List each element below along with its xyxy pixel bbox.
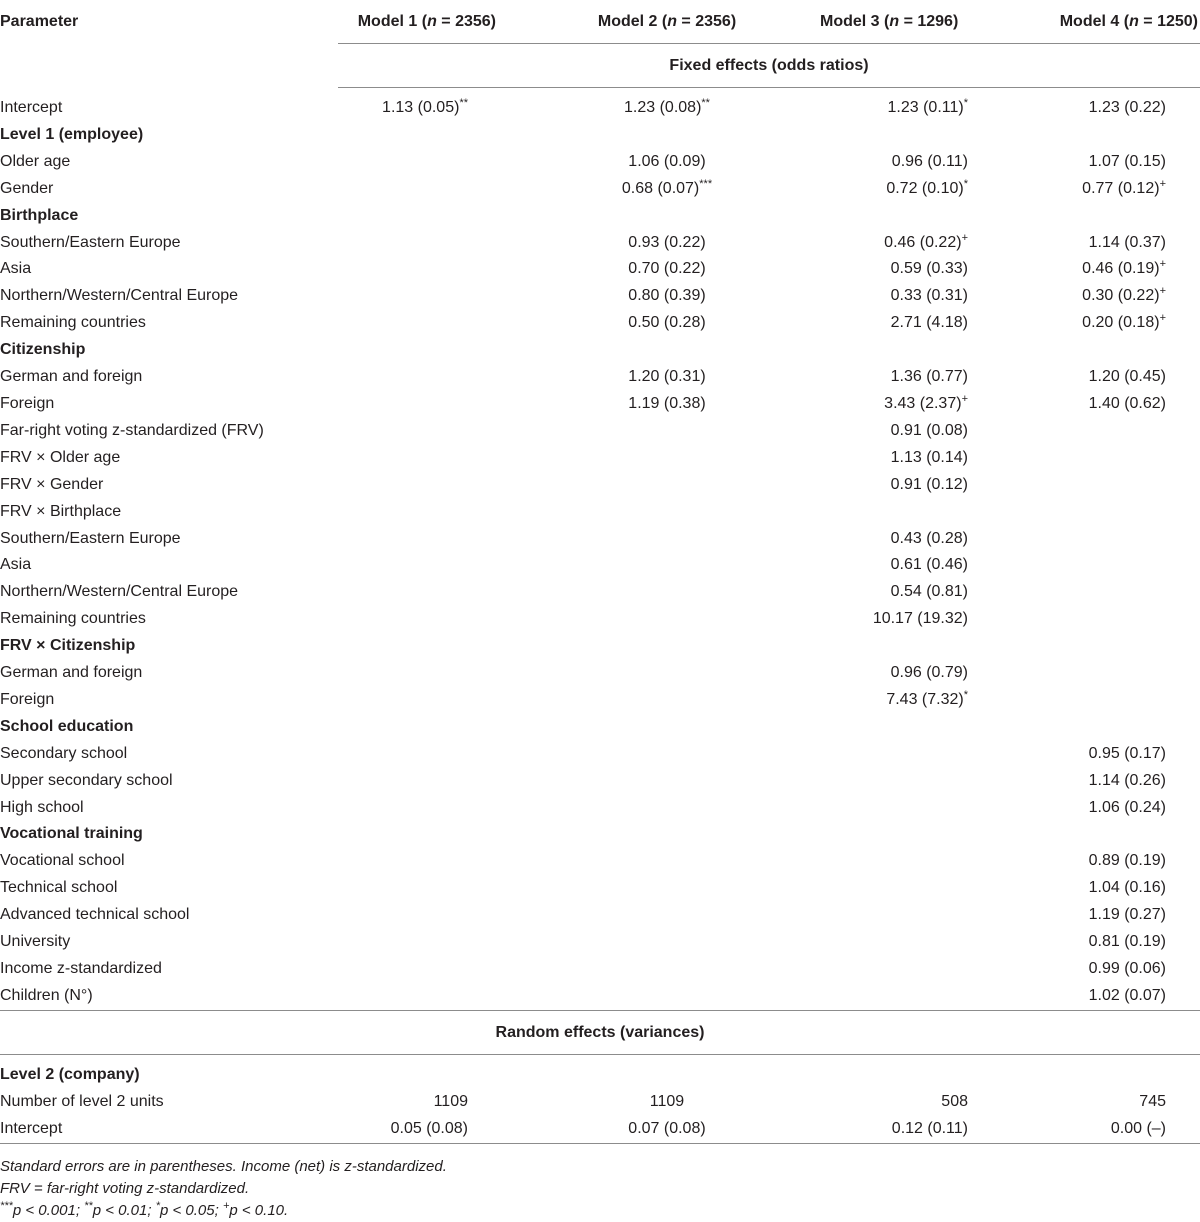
model-3-header: Model 3 (n = 1296) xyxy=(820,13,959,30)
row-label: Foreign xyxy=(0,394,55,412)
model-2-value xyxy=(508,606,808,633)
model-4-value: 0.20 (0.18)+ xyxy=(1082,312,1166,332)
model-3-value: 0.12 (0.11) xyxy=(808,1116,978,1143)
fixed-effect-row xyxy=(0,714,1200,741)
model-2-value: 0.50 (0.28) xyxy=(628,314,706,332)
fixed-effects-body xyxy=(0,88,1200,1011)
fixed-effect-row xyxy=(0,983,1200,1010)
model-2-value xyxy=(508,526,808,553)
model-4-value: 0.99 (0.06) xyxy=(1088,960,1166,977)
model-3-value xyxy=(808,768,978,795)
model-1-value xyxy=(338,499,508,526)
row-label: Technical school xyxy=(0,879,118,897)
model-3-value xyxy=(808,337,978,364)
model-4-value xyxy=(978,337,1200,364)
fixed-effects-section-row xyxy=(0,44,1200,88)
model-4-value: 1.02 (0.07) xyxy=(1088,986,1166,1004)
row-label: FRV × Birthplace xyxy=(0,502,122,520)
model-3-value xyxy=(808,633,978,660)
model-2-value: 0.07 (0.08) xyxy=(508,1116,808,1143)
table-notes xyxy=(0,1156,447,1222)
model-1-value xyxy=(338,983,508,1010)
model-2-value xyxy=(508,499,808,526)
model-3-value: 0.54 (0.81) xyxy=(890,583,968,601)
fixed-effect-row xyxy=(0,472,1200,499)
row-label: Intercept xyxy=(0,98,63,116)
model-1-value xyxy=(338,149,508,176)
fixed-effect-row xyxy=(0,606,1200,633)
fixed-effect-row xyxy=(0,310,1200,337)
row-label: Vocational school xyxy=(0,852,125,870)
model-2-value xyxy=(508,687,808,714)
model-1-value: 0.05 (0.08) xyxy=(338,1116,508,1143)
fixed-effect-row xyxy=(0,687,1200,714)
fixed-effect-row xyxy=(0,929,1200,956)
model-1-value xyxy=(338,283,508,310)
fixed-effect-row xyxy=(0,283,1200,310)
model-4-value: 0.46 (0.19)+ xyxy=(1082,258,1166,278)
model-1-value xyxy=(338,660,508,687)
table-header-row xyxy=(0,0,1200,44)
row-label: Northern/Western/Central Europe xyxy=(0,287,239,305)
model-4-value: 0.81 (0.19) xyxy=(1088,933,1166,951)
model-4-value: 1.14 (0.26) xyxy=(1088,771,1166,789)
model-4-value: 1.20 (0.45) xyxy=(1088,368,1166,386)
model-1-value xyxy=(338,741,508,768)
significance-mark: *** xyxy=(699,177,713,190)
row-label: Upper secondary school xyxy=(0,771,173,789)
model-3-value xyxy=(808,821,978,848)
fixed-effect-row xyxy=(0,499,1200,526)
model-3-value: 0.46 (0.22)+ xyxy=(884,231,968,251)
fixed-effect-row xyxy=(0,122,1200,149)
model-4-value xyxy=(978,526,1200,553)
row-label: Asia xyxy=(0,260,32,278)
model-1-value xyxy=(338,956,508,983)
fixed-effect-row xyxy=(0,875,1200,902)
model-1-value xyxy=(338,445,508,472)
row-label: Number of level 2 units xyxy=(0,1092,164,1110)
model-1-value xyxy=(338,768,508,795)
model-1-value xyxy=(338,418,508,445)
model-3-value: 2.71 (4.18) xyxy=(890,314,968,332)
model-3-value xyxy=(808,714,978,741)
model-1-value xyxy=(338,714,508,741)
model-4-value: 1.40 (0.62) xyxy=(1088,394,1166,412)
model-2-value xyxy=(508,741,808,768)
model-2-value: 1.20 (0.31) xyxy=(628,368,706,386)
fixed-effect-row xyxy=(0,768,1200,795)
model-4-value xyxy=(978,660,1200,687)
model-3-value: 1.36 (0.77) xyxy=(890,368,968,386)
model-1-value xyxy=(338,1054,508,1088)
significance-mark: * xyxy=(963,177,968,190)
row-label: School education xyxy=(0,717,134,735)
model-4-value xyxy=(978,499,1200,526)
model-3-value: 1.23 (0.11)* xyxy=(887,97,968,116)
fixed-effect-row xyxy=(0,391,1200,418)
model-4-value: 1.07 (0.15) xyxy=(1088,152,1166,170)
fixed-effect-row xyxy=(0,230,1200,257)
model-3-value: 1.13 (0.14) xyxy=(890,448,968,466)
model-2-value xyxy=(508,768,808,795)
row-label: Level 1 (employee) xyxy=(0,125,144,143)
model-2-value xyxy=(508,552,808,579)
model-1-value xyxy=(338,875,508,902)
row-label: Southern/Eastern Europe xyxy=(0,233,181,251)
row-label: Intercept xyxy=(0,1116,338,1143)
row-label: Older age xyxy=(0,152,71,170)
parameter-header: Parameter xyxy=(0,13,79,30)
model-4-value xyxy=(978,445,1200,472)
model-1-value: 1.13 (0.05)** xyxy=(382,97,468,116)
row-label: Remaining countries xyxy=(0,610,146,628)
row-label: Vocational training xyxy=(0,825,143,843)
model-2-value xyxy=(508,929,808,956)
model-2-value xyxy=(508,472,808,499)
model-4-value: 745 xyxy=(1139,1092,1166,1110)
model-2-value: 1109 xyxy=(649,1092,685,1110)
model-2-value: 0.70 (0.22) xyxy=(628,260,706,278)
significance-mark: + xyxy=(961,392,968,405)
model-3-value: 0.91 (0.12) xyxy=(890,475,968,493)
significance-mark: + xyxy=(1159,258,1166,271)
random-effect-row xyxy=(0,1116,1200,1143)
significance-mark: + xyxy=(1159,285,1166,298)
model-3-value xyxy=(808,122,978,149)
row-label: High school xyxy=(0,798,84,816)
significance-mark: * xyxy=(963,688,968,701)
row-label: Asia xyxy=(0,556,32,574)
model-4-value xyxy=(978,714,1200,741)
fixed-effect-row xyxy=(0,579,1200,606)
row-label: Secondary school xyxy=(0,744,128,762)
model-3-value xyxy=(808,741,978,768)
significance-mark: * xyxy=(963,97,968,109)
significance-mark: ** xyxy=(701,97,710,109)
fixed-effect-row xyxy=(0,337,1200,364)
model-3-value xyxy=(808,1054,978,1088)
random-effect-row xyxy=(0,1089,1200,1116)
model-4-value xyxy=(978,687,1200,714)
model-3-value xyxy=(808,929,978,956)
significance-mark: + xyxy=(1159,312,1166,325)
model-4-value: 0.95 (0.17) xyxy=(1088,744,1166,762)
row-label: Birthplace xyxy=(0,206,79,224)
fixed-effect-row xyxy=(0,526,1200,553)
model-1-value xyxy=(338,795,508,822)
model-2-value xyxy=(508,902,808,929)
model-4-value: 0.00 (–) xyxy=(978,1116,1200,1143)
row-label: Northern/Western/Central Europe xyxy=(0,583,239,601)
model-3-value: 508 xyxy=(941,1092,968,1110)
model-2-value: 0.68 (0.07)*** xyxy=(621,177,713,197)
model-4-value xyxy=(978,552,1200,579)
model-4-value: 1.04 (0.16) xyxy=(1088,879,1166,897)
row-label: Level 2 (company) xyxy=(0,1065,140,1083)
model-4-value: 1.06 (0.24) xyxy=(1088,798,1166,816)
model-4-value xyxy=(978,821,1200,848)
model-1-value xyxy=(338,579,508,606)
model-1-value xyxy=(338,606,508,633)
fixed-effect-row xyxy=(0,552,1200,579)
fixed-effect-row xyxy=(0,902,1200,929)
row-label: Remaining countries xyxy=(0,314,146,332)
random-effects-title: Random effects (variances) xyxy=(0,1010,1200,1054)
fixed-effect-row xyxy=(0,364,1200,391)
model-4-value: 1.19 (0.27) xyxy=(1088,906,1166,924)
model-4-value xyxy=(978,203,1200,230)
model-3-value: 0.43 (0.28) xyxy=(890,529,968,547)
model-1-value xyxy=(338,633,508,660)
model-3-value: 0.72 (0.10)* xyxy=(886,177,968,197)
row-label: Children (N°) xyxy=(0,986,93,1004)
model-2-value xyxy=(508,203,808,230)
model-2-value xyxy=(508,445,808,472)
model-3-value: 0.96 (0.79) xyxy=(890,664,968,682)
row-label: German and foreign xyxy=(0,368,143,386)
fixed-effect-row xyxy=(0,633,1200,660)
row-label: German and foreign xyxy=(0,664,143,682)
model-4-value: 1.23 (0.22) xyxy=(1088,99,1166,116)
row-label: FRV × Gender xyxy=(0,475,104,493)
model-2-header: Model 2 (n = 2356) xyxy=(597,13,737,30)
fixed-effect-row xyxy=(0,88,1200,122)
model-4-value: 0.30 (0.22)+ xyxy=(1082,285,1166,305)
model-1-value xyxy=(338,472,508,499)
row-label: FRV × Older age xyxy=(0,448,121,466)
model-2-value xyxy=(508,956,808,983)
row-label: FRV × Citizenship xyxy=(0,637,136,655)
random-effects-body xyxy=(0,1054,1200,1143)
model-3-value xyxy=(808,902,978,929)
model-4-value: 0.89 (0.19) xyxy=(1088,852,1166,870)
model-1-value xyxy=(338,364,508,391)
model-4-value: 0.77 (0.12)+ xyxy=(1082,177,1166,197)
model-2-value: 1.19 (0.38) xyxy=(628,394,706,412)
model-3-value xyxy=(808,983,978,1010)
model-1-value xyxy=(338,391,508,418)
row-label: Citizenship xyxy=(0,341,86,359)
model-1-value xyxy=(338,848,508,875)
model-4-value xyxy=(978,1054,1200,1088)
row-label: Far-right voting z-standardized (FRV) xyxy=(0,421,264,439)
row-label: Advanced technical school xyxy=(0,906,190,924)
model-4-value xyxy=(978,579,1200,606)
significance-mark: + xyxy=(1159,177,1166,190)
model-3-value: 7.43 (7.32)* xyxy=(886,688,968,708)
row-label: University xyxy=(0,933,71,951)
model-1-value xyxy=(338,337,508,364)
fixed-effect-row xyxy=(0,660,1200,687)
model-4-value xyxy=(978,122,1200,149)
model-3-value: 0.91 (0.08) xyxy=(890,421,968,439)
model-2-value xyxy=(508,1054,808,1088)
model-3-value: 0.59 (0.33) xyxy=(890,260,968,278)
model-3-value: 3.43 (2.37)+ xyxy=(884,392,968,412)
model-2-value xyxy=(508,983,808,1010)
significance-mark: + xyxy=(961,231,968,244)
model-4-value xyxy=(978,418,1200,445)
model-2-value: 1.06 (0.09) xyxy=(628,152,706,170)
fixed-effect-row xyxy=(0,848,1200,875)
model-1-value xyxy=(338,552,508,579)
model-2-value xyxy=(508,821,808,848)
model-4-header: Model 4 (n = 1250) xyxy=(1059,13,1198,30)
model-2-value xyxy=(508,875,808,902)
fixed-effect-row xyxy=(0,821,1200,848)
model-2-value xyxy=(508,418,808,445)
model-3-value xyxy=(808,875,978,902)
model-2-value: 0.93 (0.22) xyxy=(628,233,706,251)
random-effect-row xyxy=(0,1054,1200,1088)
note-line-2: FRV = far-right voting z-standardized. xyxy=(0,1180,250,1197)
row-label: Gender xyxy=(0,179,54,197)
fixed-effect-row xyxy=(0,256,1200,283)
fixed-effect-row xyxy=(0,956,1200,983)
model-2-value: 1.23 (0.08)** xyxy=(624,97,710,116)
model-2-value xyxy=(508,714,808,741)
model-4-value: 1.14 (0.37) xyxy=(1088,233,1166,251)
model-2-value xyxy=(508,795,808,822)
significance-mark: ** xyxy=(459,97,468,109)
model-3-value: 10.17 (19.32) xyxy=(872,610,968,628)
model-3-value xyxy=(808,956,978,983)
model-3-value xyxy=(808,848,978,875)
model-3-value: 0.61 (0.46) xyxy=(890,556,968,574)
model-3-value xyxy=(808,795,978,822)
model-1-value xyxy=(338,122,508,149)
model-1-value xyxy=(338,176,508,203)
row-label: Foreign xyxy=(0,690,55,708)
model-3-value xyxy=(808,499,978,526)
random-effects-section-row xyxy=(0,1010,1200,1054)
model-4-value xyxy=(978,633,1200,660)
model-2-value xyxy=(508,848,808,875)
model-1-value xyxy=(338,310,508,337)
model-2-value xyxy=(508,633,808,660)
model-1-value xyxy=(338,687,508,714)
model-4-value xyxy=(978,472,1200,499)
model-1-value: 1109 xyxy=(433,1092,468,1110)
fixed-effect-row xyxy=(0,149,1200,176)
model-1-value xyxy=(338,821,508,848)
model-2-value: 0.80 (0.39) xyxy=(628,287,706,305)
model-1-value xyxy=(338,230,508,257)
fixed-effect-row xyxy=(0,418,1200,445)
model-2-value xyxy=(508,337,808,364)
model-1-header: Model 1 (n = 2356) xyxy=(357,13,496,30)
model-2-value xyxy=(508,122,808,149)
model-1-value xyxy=(338,256,508,283)
model-1-value xyxy=(338,929,508,956)
significance-note: ***p < 0.001; **p < 0.01; *p < 0.05; +p < 0.10. xyxy=(0,1200,289,1219)
fixed-effect-row xyxy=(0,445,1200,472)
fixed-effect-row xyxy=(0,795,1200,822)
model-1-value xyxy=(338,902,508,929)
model-3-value: 0.96 (0.11) xyxy=(891,152,968,170)
note-line-1: Standard errors are in parentheses. Income (net) is z-standardized. xyxy=(0,1158,447,1175)
model-3-value: 0.33 (0.31) xyxy=(890,287,968,305)
model-1-value xyxy=(338,526,508,553)
fixed-effect-row xyxy=(0,203,1200,230)
model-1-value xyxy=(338,203,508,230)
row-label: Southern/Eastern Europe xyxy=(0,529,181,547)
model-3-value xyxy=(808,203,978,230)
fixed-effect-row xyxy=(0,741,1200,768)
model-4-value xyxy=(978,606,1200,633)
fixed-effect-row xyxy=(0,176,1200,203)
model-2-value xyxy=(508,579,808,606)
fixed-effects-title: Fixed effects (odds ratios) xyxy=(338,44,1200,88)
model-2-value xyxy=(508,660,808,687)
row-label: Income z-standardized xyxy=(0,960,162,977)
